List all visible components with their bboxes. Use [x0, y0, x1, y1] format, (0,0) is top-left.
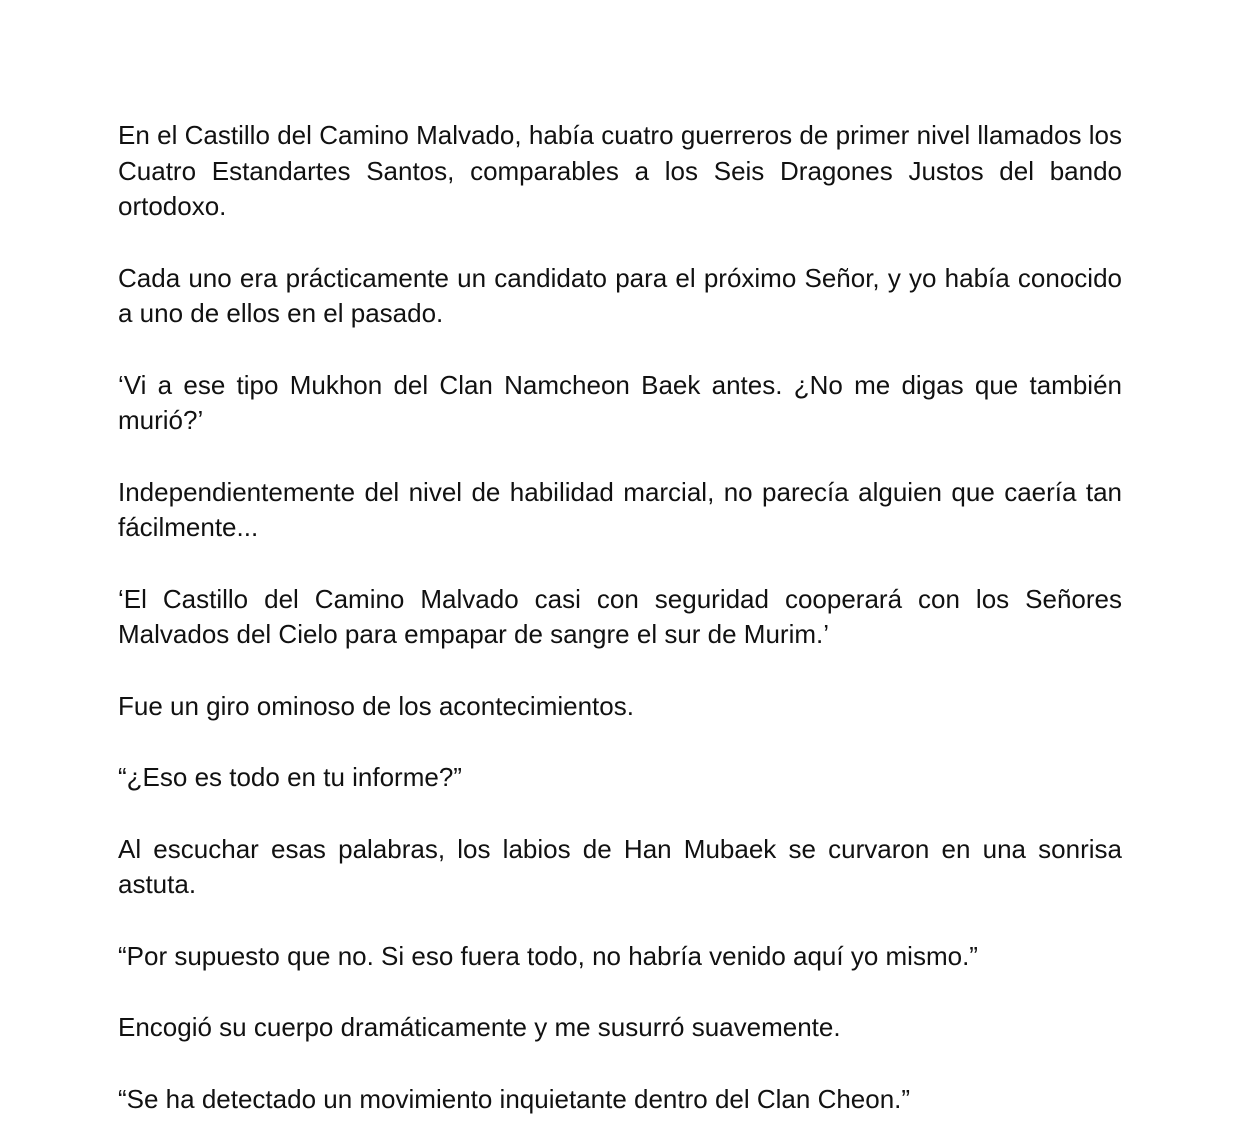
paragraph-10: Encogió su cuerpo dramáticamente y me susurró suavemente. [118, 1012, 841, 1042]
paragraph-9: “Por supuesto que no. Si eso fuera todo, no habría venido aquí yo mismo.” [118, 940, 978, 971]
paragraph-7: “¿Eso es todo en tu informe?” [118, 762, 462, 792]
paragraph-4: Independientemente del nivel de habilidad marcial, no parecía alguien que caería tan fácilmente... [118, 476, 1122, 542]
paragraph-1: En el Castillo del Camino Malvado, había cuatro guerreros de primer nivel llamados los Cuatro Estandartes Santos, comparables a los Seis Dragones Justos del bando ortodoxo. [118, 120, 1122, 221]
paragraph-8: Al escuchar esas palabras, los labios de Han Mubaek se curvaron en una sonrisa astuta. [118, 833, 1122, 899]
paragraph-3: ‘Vi a ese tipo Mukhon del Clan Namcheon Baek antes. ¿No me digas que también murió?’ [118, 369, 1122, 435]
paragraph-6: Fue un giro ominoso de los acontecimientos. [118, 690, 634, 721]
document-page [118, 118, 1122, 1117]
paragraph-5: ‘El Castillo del Camino Malvado casi con seguridad cooperará con los Señores Malvados del Cielo para empapar de sangre el sur de Murim.’ [118, 583, 1122, 649]
paragraph-2: Cada uno era prácticamente un candidato para el próximo Señor, y yo había conocido a uno de ellos en el pasado. [118, 262, 1122, 328]
paragraph-11: “Se ha detectado un movimiento inquietante dentro del Clan Cheon.” [118, 1083, 911, 1114]
